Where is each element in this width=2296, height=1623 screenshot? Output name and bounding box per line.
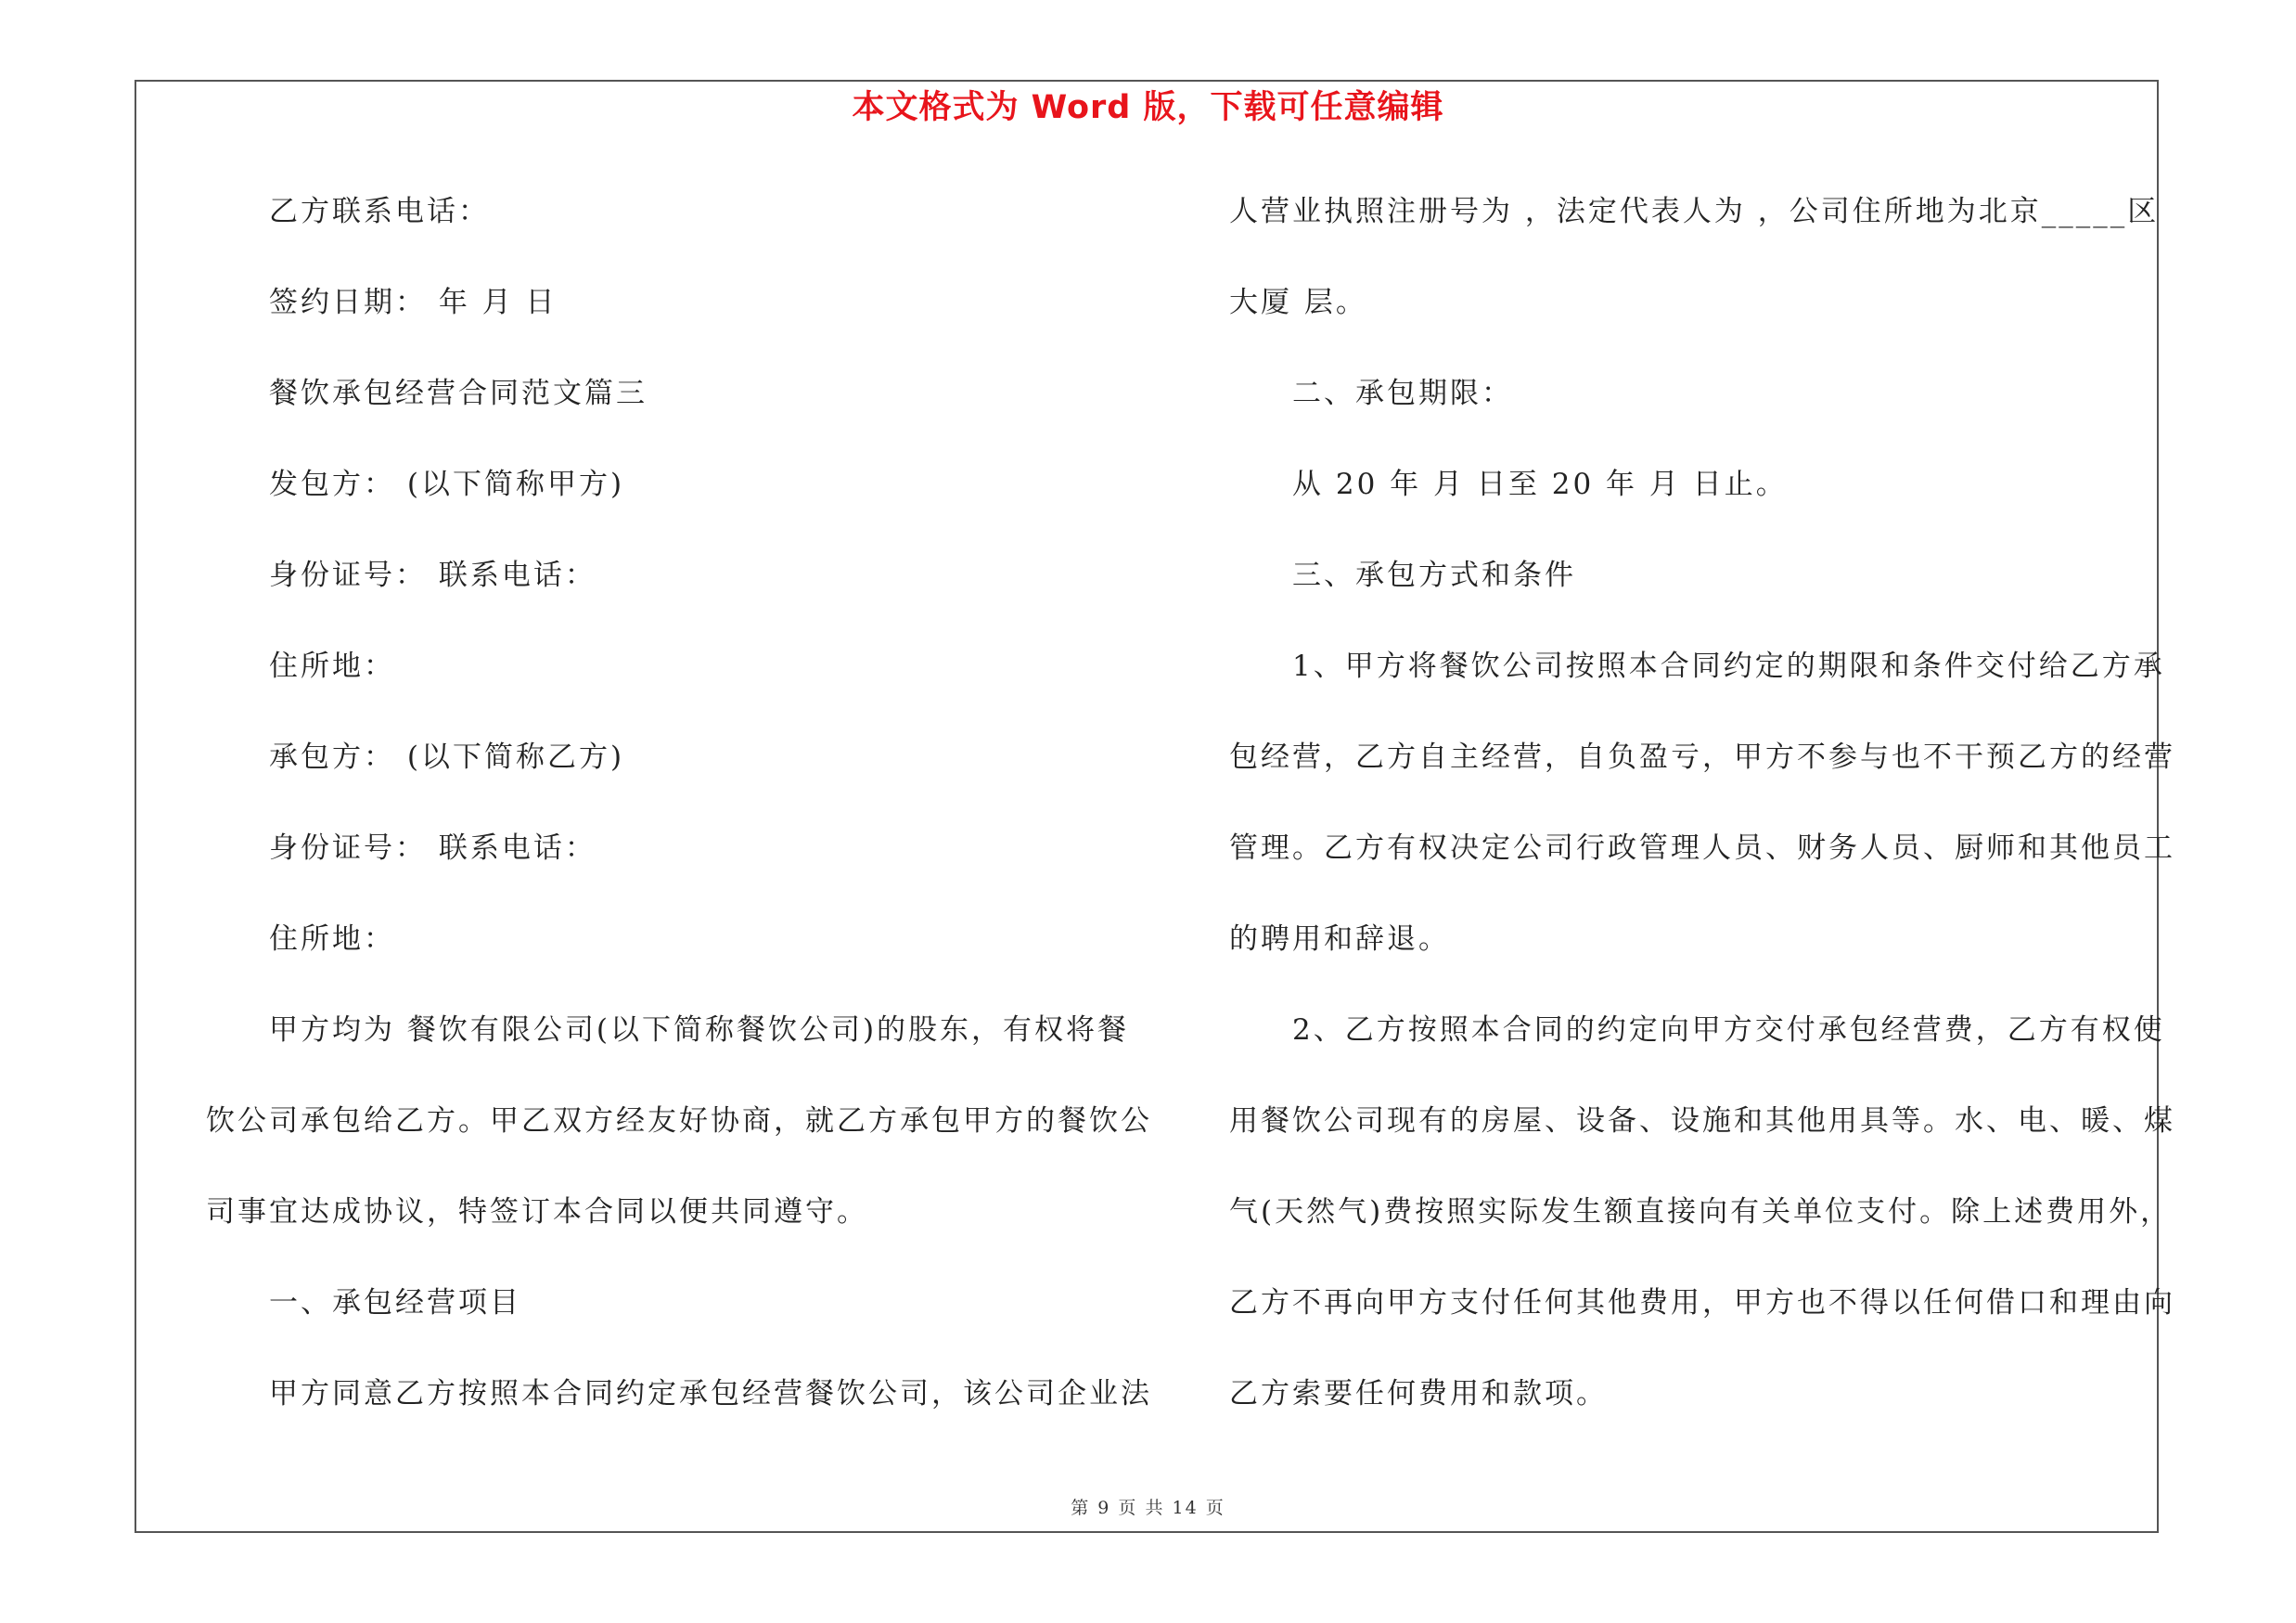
paragraph-line: 管理。乙方有权决定公司行政管理人员、财务人员、厨师和其他员工	[1229, 831, 2175, 865]
text-line: 发包方： (以下简称甲方)	[269, 468, 625, 501]
text-line: 住所地：	[269, 922, 395, 956]
paragraph-line: 大厦 层。	[1229, 286, 1367, 319]
paragraph-line: 用餐饮公司现有的房屋、设备、设施和其他用具等。水、电、暖、煤	[1229, 1104, 2175, 1138]
section-heading: 三、承包方式和条件	[1292, 559, 1576, 592]
paragraph-line: 甲方均为 餐饮有限公司(以下简称餐饮公司)的股东，有权将餐	[269, 1013, 1130, 1047]
text-line: 签约日期： 年 月 日	[269, 286, 558, 319]
paragraph-line: 的聘用和辞退。	[1229, 922, 1450, 956]
section-heading: 餐饮承包经营合同范文篇三	[269, 377, 648, 410]
paragraph-line: 甲方同意乙方按照本合同约定承包经营餐饮公司，该公司企业法	[269, 1377, 1152, 1410]
text-line: 承包方： (以下简称乙方)	[269, 741, 625, 774]
paragraph-line: 人营业执照注册号为 ，法定代表人为 ，公司住所地为北京_____区	[1229, 195, 2160, 228]
paragraph-line: 饮公司承包给乙方。甲乙双方经友好协商，就乙方承包甲方的餐饮公	[206, 1104, 1152, 1138]
paragraph-line: 包经营，乙方自主经营，自负盈亏，甲方不参与也不干预乙方的经营	[1229, 741, 2175, 774]
page-number-footer: 第 9 页 共 14 页	[1071, 1498, 1225, 1518]
text-line: 从 20 年 月 日至 20 年 月 日止。	[1292, 468, 1788, 501]
paragraph-line: 乙方索要任何费用和款项。	[1229, 1377, 1608, 1410]
text-line: 住所地：	[269, 650, 395, 683]
section-heading: 一、承包经营项目	[269, 1286, 521, 1320]
paragraph-line: 乙方不再向甲方支付任何其他费用，甲方也不得以任何借口和理由向	[1229, 1286, 2175, 1320]
right-column	[1229, 182, 2175, 1455]
word-format-banner: 本文格式为 Word 版，下载可任意编辑	[852, 89, 1444, 126]
paragraph-line: 2、乙方按照本合同的约定向甲方交付承包经营费，乙方有权使	[1292, 1013, 2165, 1047]
text-line: 身份证号： 联系电话：	[269, 831, 596, 865]
left-column	[206, 182, 1152, 1455]
text-line: 乙方联系电话：	[269, 195, 490, 228]
paragraph-line: 1、甲方将餐饮公司按照本合同约定的期限和条件交付给乙方承	[1292, 650, 2165, 683]
text-line: 身份证号： 联系电话：	[269, 559, 596, 592]
section-heading: 二、承包期限：	[1292, 377, 1513, 410]
paragraph-line: 司事宜达成协议，特签订本合同以便共同遵守。	[206, 1195, 868, 1229]
paragraph-line: 气(天然气)费按照实际发生额直接向有关单位支付。除上述费用外，	[1229, 1195, 2173, 1229]
